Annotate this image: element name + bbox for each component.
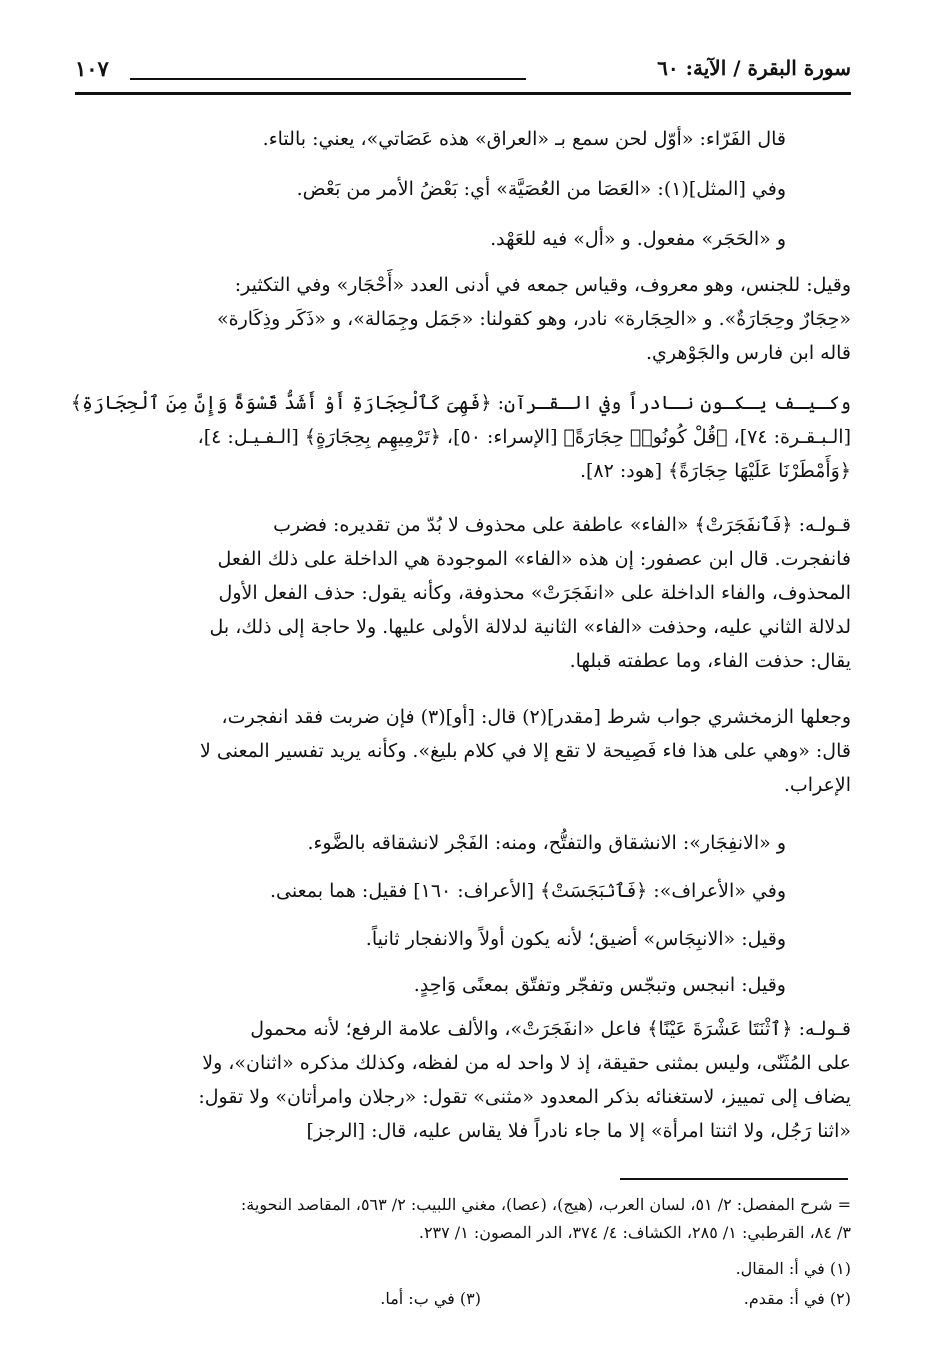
paragraph-line: قـولـه: ﴿فَٱنفَجَرَتْ﴾ «الفاء» عاطفة على محذوف لا بُدّ من تقديره: فضرب	[273, 514, 851, 536]
footnote-separator	[620, 1178, 848, 1180]
footnote-3: (٣) في ب: أما.	[380, 1289, 481, 1308]
paragraph-line: «حِجَارٌ وحِجَارَةٌ». و «الحِجَارة» نادر، وهو كقولنا: «جَمَل وجِمَالة»، و «ذَكَر وذِكَارة»	[217, 308, 851, 330]
footnote-1: (١) في أ: المقال.	[735, 1259, 851, 1278]
paragraph-line: على المُثَنّى، وليس بمثنى حقيقة، إذ لا واحد له من لفظه، وكذلك مذكره «اثنان»، ولا	[202, 1052, 851, 1074]
paragraph-fa-conjunction	[210, 508, 851, 678]
paragraph-hajar-object: و «الحَجَر» مفعول. و «أل» فيه للعَهْد.	[490, 228, 786, 250]
paragraph-infijar: و «الانفِجَار»: الانشقاق والتفتُّح، ومنه: الفَجْر لانشقاقه بالضَّوء.	[307, 832, 786, 854]
paragraph-ithnata	[198, 1012, 851, 1148]
paragraph-line: يقال: حذفت الفاء، وما عطفته قبلها.	[569, 650, 851, 672]
paragraph-synonyms: وقيل: انبجس وتبجّس وتفجّر وتفتّق بمعنًى وَاحِدٍ.	[413, 974, 786, 996]
paragraph-quran-evidence	[71, 386, 851, 488]
paragraph-line: لدلالة الثاني عليه، وحذفت «الفاء» الثانية لدلالة الأولى عليها. ولا حاجة إلى ذلك، بل	[209, 616, 851, 638]
paragraph-farra: قال الفَرّاء: «أوّل لحن سمع بـ «العراق» هذه عَصَاتي»، يعني: بالتاء.	[262, 128, 786, 150]
paragraph-line: ﴿وَأَمْطَرْنَا عَلَيْهَا حِجَارَةً﴾ [هود: ٨٢].	[579, 460, 851, 482]
footnote-continuation: = شرح المفصل: ٢/ ٥١، لسان العرب، (هيج)، (عصا)، مغني اللبيب: ٢/ ٥٦٣، المقاصد النحوية:	[240, 1195, 851, 1214]
paragraph-line: يضاف إلى تمييز، لاستغنائه بذكر المعدود «مثنى» تقول: «رجلان وامرأتان» ولا تقول:	[198, 1086, 851, 1108]
header-rule	[130, 78, 526, 80]
paragraph-zamakhshari	[200, 700, 851, 802]
paragraph-inbijas: وقيل: «الانبِجَاس» أضيق؛ لأنه يكون أولاً والانفجار ثانياً.	[365, 928, 786, 950]
footnote-continuation: ٣/ ٨٤، القرطبي: ١/ ٢٨٥، الكشاف: ٤/ ٣٧٤، الدر المصون: ١/ ٢٣٧.	[418, 1223, 851, 1242]
paragraph-line: وكـيـف يـكـون نـادراً وفي الـقـرآن: ﴿فَهِىَ كَٱلْحِجَارَةِ أَوْ أَشَدُّ قَسْوَةً وَإِنَّ مِنَ ٱلْحِجَارَةِ﴾	[70, 392, 851, 414]
paragraph-line: قاله ابن فارس والجَوْهري.	[646, 342, 851, 364]
paragraph-line: قال: «وهي على هذا فاء فَصِيحة لا تقع إلا في كلام بليغ». وكأنه يريد تفسير المعنى لا	[200, 740, 851, 762]
paragraph-line: قـولـه: ﴿ٱثْنَتَا عَشْرَةَ عَيْنًا﴾ فاعل «انفَجَرَتْ»، والألف علامة الرفع؛ لأنه محمول	[250, 1018, 851, 1040]
paragraph-hajar-plural	[217, 268, 851, 370]
paragraph-line: «اثنا رَجُل، ولا اثنتا امرأة» إلا ما جاء نادراً فلا يقاس عليه، قال: [الرجز]	[306, 1120, 851, 1142]
paragraph-line: وجعلها الزمخشري جواب شرط [مقدر](٢) قال: [أو](٣) فإن ضربت فقد انفجرت،	[221, 706, 851, 728]
paragraph-line: الإعراب.	[783, 774, 851, 796]
footnote-2: (٢) في أ: مقدم.	[743, 1289, 851, 1308]
paragraph-line: فانفجرت. قال ابن عصفور: إن هذه «الفاء» الموجودة هي الداخلة على ذلك الفعل	[217, 548, 851, 570]
paragraph-line: وقيل: للجنس، وهو معروف، وقياس جمعه في أدنى العدد «أَحْجَار» وفي التكثير:	[234, 274, 851, 296]
page-header	[75, 48, 851, 95]
page-number: ١٠٧	[75, 56, 109, 81]
paragraph-line: المحذوف، والفاء الداخلة على «انفَجَرَتْ» محذوفة، وكأنه يقول: حذف الفعل الأول	[218, 582, 851, 604]
paragraph-araf: وفي «الأعراف»: ﴿فَٱنۢبَجَسَتْ﴾ [الأعراف: ١٦٠] فقيل: هما بمعنى.	[270, 880, 786, 902]
paragraph-line: [الـبـقـرة: ٧٤]، ﴿قُلْ كُونُوا۟ حِجَارَةً﴾ [الإسراء: ٥٠]، ﴿تَرْمِيهِم بِحِجَارَةٍ﴾ [الـفـيـل: ٤]،	[197, 426, 851, 448]
paragraph-proverb: وفي [المثل](١): «العَصَا من العُصَيَّة» أي: بَعْضُ الأمر من بَعْض.	[296, 178, 786, 200]
running-title: سورة البقرة / الآية: ٦٠	[657, 56, 851, 80]
